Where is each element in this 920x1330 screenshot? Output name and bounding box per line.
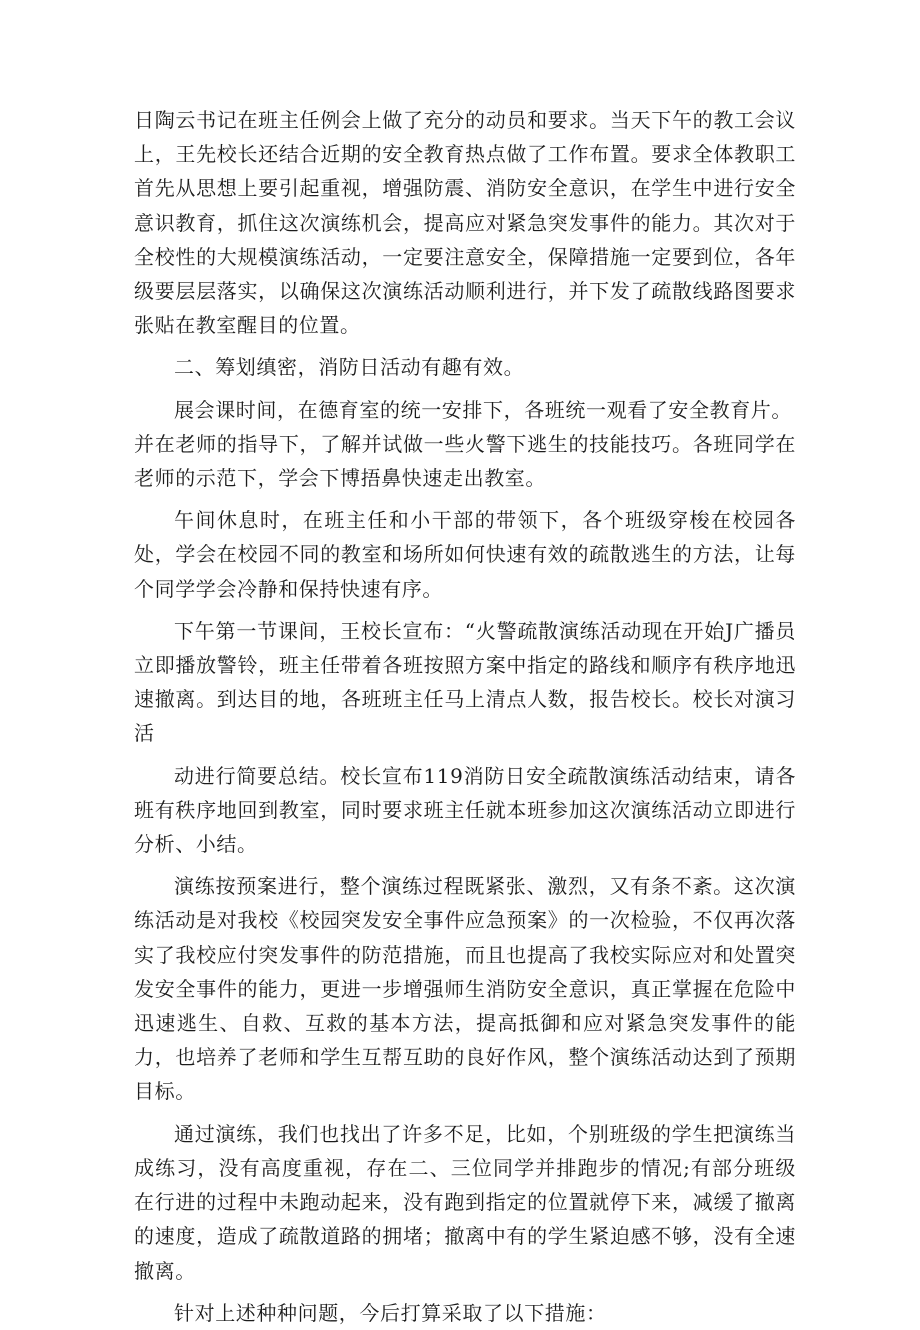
section-heading: 二、筹划缜密，消防日活动有趣有效。 (174, 355, 525, 380)
paragraph: 通过演练，我们也找出了许多不足，比如，个别班级的学生把演练当成练习，没有高度重视，存在二、三位同学并排跑步的情况;有部分班级在行进的过程中未跑动起来，没有跑到指定的位置就停下来，减缓了撤离的速度，造成了疏散道路的拥堵；撤离中有的学生紧迫感不够，没有全速撤离。 (134, 1121, 796, 1283)
paragraph: 午间休息时，在班主任和小干部的带领下，各个班级穿梭在校园各处，学会在校园不同的教室和场所如何快速有效的疏散逃生的方法，让每个同学学会冷静和保持快速有序。 (134, 508, 796, 601)
paragraph: 演练按预案进行，整个演练过程既紧张、激烈，又有条不紊。这次演练活动是对我校《校园突发安全事件应急预案》的一次检验，不仅再次落实了我校应付突发事件的防范措施，而且也提高了我校实际应对和处置突发安全事件的能力，更进一步增强师生消防安全意识，真正掌握在危险中迅速逃生、自救、互救的基本方法，提高抵御和应对紧急突发事件的能力，也培养了老师和学生互帮互助的良好作风，整个演练活动达到了预期目标。 (134, 874, 796, 1104)
paragraph: 下午第一节课间，王校长宣布：“火警疏散演练活动现在开始J广播员立即播放警铃，班主任带着各班按照方案中指定的路线和顺序有秩序地迅速撤离。到达目的地，各班班主任马上清点人数，报告校长。校长对演习活 (134, 618, 796, 746)
paragraph: 针对上述种种问题，今后打算采取了以下措施： (174, 1300, 607, 1325)
paragraph: 动进行简要总结。校长宣布119消防日安全疏散演练活动结束，请各班有秩序地回到教室，同时要求班主任就本班参加这次演练活动立即进行分析、小结。 (134, 763, 796, 857)
paragraph: 展会课时间，在德育室的统一安排下，各班统一观看了安全教育片。 (174, 397, 792, 422)
paragraph: 并在老师的指导下，了解并试做一些火警下逃生的技能技巧。各班同学在老师的示范下，学会下博捂鼻快速走出教室。 (134, 431, 796, 491)
paragraph-continuation: 日陶云书记在班主任例会上做了充分的动员和要求。当天下午的教工会议上，王先校长还结合近期的安全教育热点做了工作布置。要求全体教职工首先从思想上要引起重视，增强防震、消防安全意识，在学生中进行安全意识教育，抓住这次演练机会，提高应对紧急突发事件的能力。其次对于全校性的大规模演练活动，一定要注意安全，保障措施一定要到位，各年级要层层落实，以确保这次演练活动顺利进行，并下发了疏散线路图要求张贴在教室醒目的位置。 (134, 108, 796, 338)
document-body (134, 103, 796, 1330)
